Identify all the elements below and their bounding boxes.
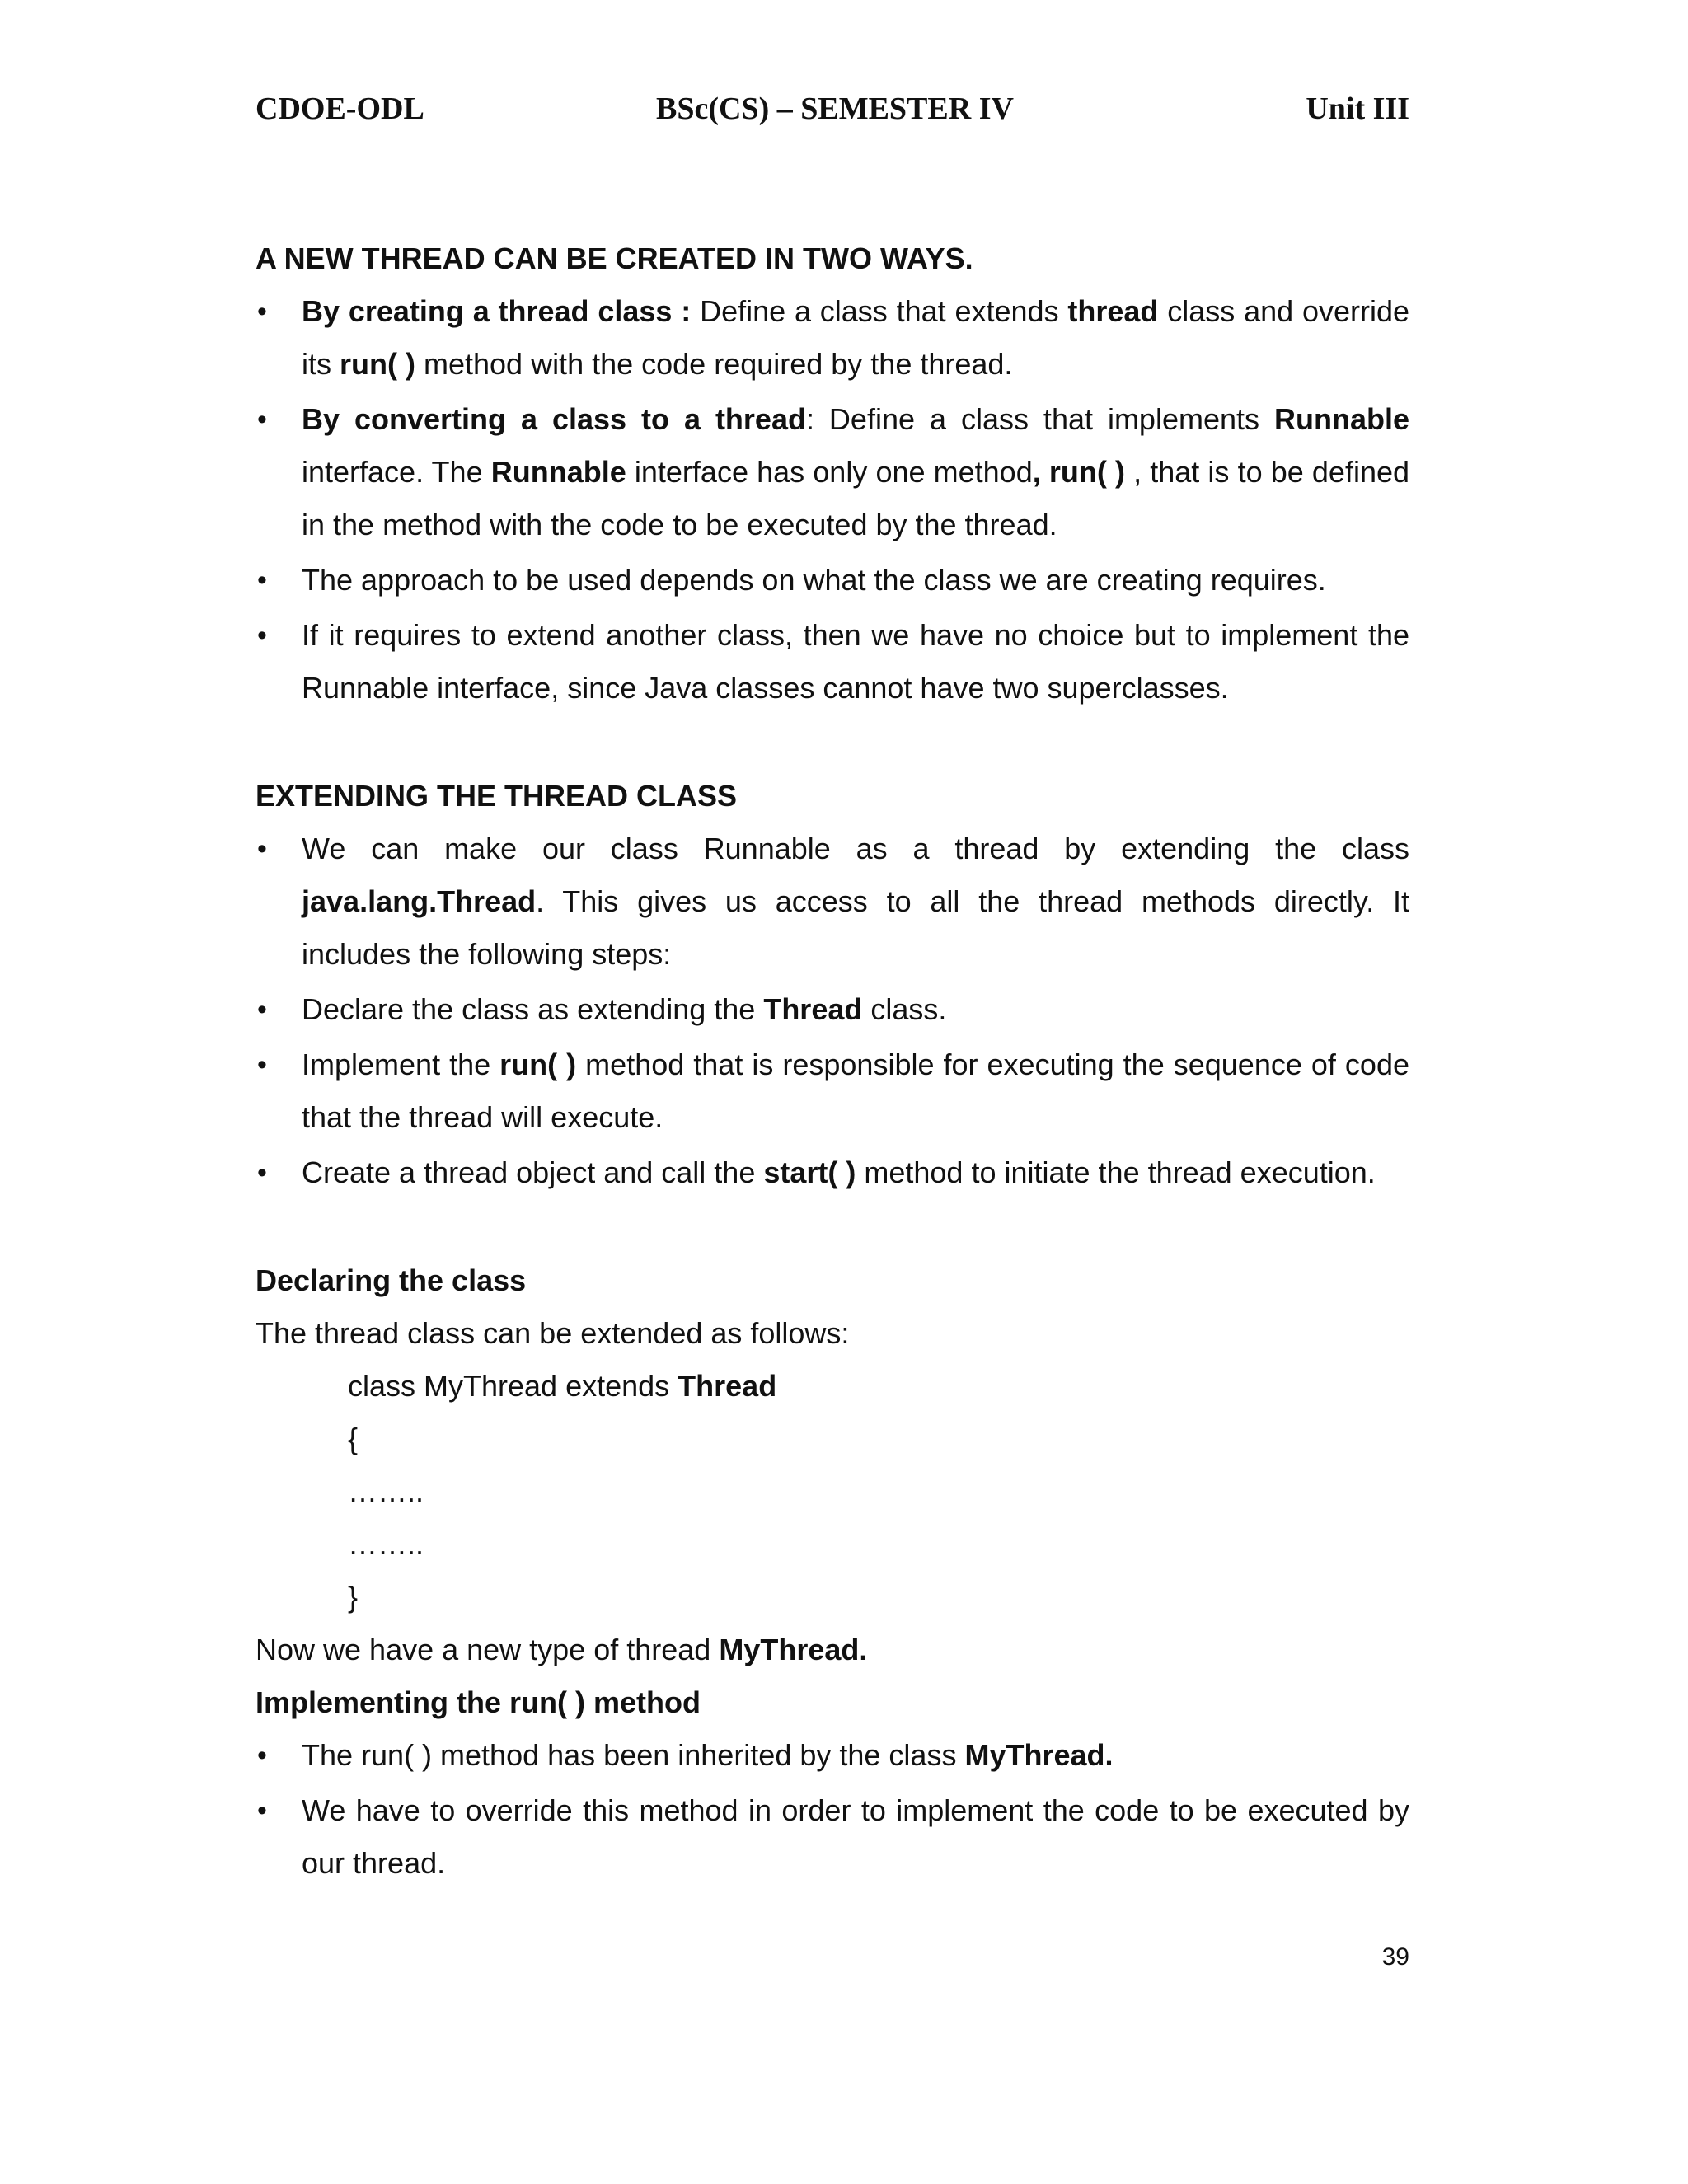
- bullet-icon: •: [257, 1157, 267, 1188]
- bold-text: Runnable: [1273, 402, 1409, 436]
- bullet-icon: •: [257, 296, 267, 327]
- text: Define a class that extends: [691, 294, 1068, 328]
- code-keyword: Thread: [678, 1369, 777, 1403]
- text: . This gives us access to all the thread methods directly. It includes the following steps:: [302, 884, 1409, 971]
- text: Declare the class as extending the: [302, 992, 764, 1026]
- text: The run( ) method has been inherited by the class: [302, 1738, 965, 1772]
- list-item: [256, 1729, 1409, 1782]
- list-item: [256, 1784, 1409, 1890]
- header-right: Unit III: [1306, 91, 1409, 126]
- bullet-icon: •: [257, 833, 267, 865]
- bold-text: run( ): [499, 1047, 577, 1081]
- list-item: [256, 609, 1409, 715]
- bold-text: MyThread.: [964, 1738, 1114, 1772]
- page-content: [256, 232, 1409, 1892]
- intro-text: The thread class can be extended as follows:: [256, 1316, 850, 1350]
- code-block: [256, 1360, 1409, 1624]
- list-item: [256, 285, 1409, 391]
- list-item: [256, 823, 1409, 981]
- bullet-list: [256, 823, 1409, 1199]
- bullet-icon: •: [257, 1049, 267, 1080]
- list-item: [256, 1146, 1409, 1199]
- text: method that is responsible for executing the sequence of code that the thread will execute.: [302, 1047, 1409, 1134]
- bold-text: thread: [1067, 294, 1159, 328]
- list-item: [256, 554, 1409, 607]
- text: We can make our class Runnable as a thread by extending the class: [302, 832, 1409, 865]
- text: class.: [862, 992, 947, 1026]
- list-item: [256, 983, 1409, 1036]
- code-line: {: [348, 1422, 359, 1455]
- text: method to initiate the thread execution.: [856, 1155, 1376, 1189]
- header-center: BSc(CS) – SEMESTER IV: [656, 91, 1014, 126]
- bold-text: java.lang.Thread: [302, 884, 537, 918]
- bold-text: Thread: [763, 992, 863, 1026]
- bold-text: By creating a thread class :: [302, 294, 692, 328]
- text: class and override its: [302, 294, 1410, 381]
- after-code-text: [256, 1624, 1409, 1676]
- text: Create a thread object and call the: [302, 1155, 764, 1189]
- code-text: class MyThread extends: [348, 1369, 678, 1403]
- text: : Define a class that implements: [805, 402, 1274, 436]
- section-heading-run-method: Implementing the run( ) method: [256, 1685, 701, 1719]
- text: The approach to be used depends on what the class we are creating requires.: [302, 563, 1326, 597]
- bullet-icon: •: [257, 1740, 267, 1771]
- bullet-icon: •: [257, 994, 267, 1025]
- section-heading-declaring-class: Declaring the class: [256, 1263, 527, 1297]
- text: interface. The: [302, 455, 491, 489]
- bullet-icon: •: [257, 620, 267, 651]
- bold-text: , run( ): [1032, 455, 1125, 489]
- bullet-icon: •: [257, 1795, 267, 1826]
- code-line: [348, 1360, 1409, 1413]
- bullet-list: [256, 285, 1409, 715]
- text: Implement the: [302, 1047, 500, 1081]
- code-line: ……..: [348, 1474, 424, 1508]
- bold-text: start( ): [763, 1155, 856, 1189]
- text: If it requires to extend another class, then we have no choice but to implement the Runnable interface, since Java classes cannot have two superclasses.: [302, 618, 1409, 705]
- section-heading-extending-thread: EXTENDING THE THREAD CLASS: [256, 779, 738, 813]
- list-item: [256, 1038, 1409, 1144]
- page-header: [256, 91, 1409, 132]
- text: , that is to be defined in the method with the code to be executed by the thread.: [302, 455, 1410, 541]
- text: Now we have a new type of thread: [256, 1633, 720, 1666]
- text: We have to override this method in order to implement the code to be executed by our thread.: [302, 1793, 1409, 1880]
- bold-text: MyThread.: [719, 1633, 868, 1666]
- page-number: 39: [1381, 1943, 1409, 1971]
- text: method with the code required by the thread.: [415, 347, 1013, 381]
- bullet-list: [256, 1729, 1409, 1890]
- bold-text: run( ): [340, 347, 415, 381]
- section-heading-new-thread: A NEW THREAD CAN BE CREATED IN TWO WAYS.: [256, 241, 973, 275]
- bullet-icon: •: [257, 565, 267, 596]
- code-line: }: [348, 1580, 359, 1614]
- bold-text: By converting a class to a thread: [302, 402, 806, 436]
- bold-text: Runnable: [490, 455, 626, 489]
- list-item: [256, 393, 1409, 551]
- header-left: CDOE-ODL: [256, 91, 424, 126]
- text: interface has only one method: [626, 455, 1033, 489]
- bullet-icon: •: [257, 404, 267, 435]
- code-line: ……..: [348, 1527, 424, 1561]
